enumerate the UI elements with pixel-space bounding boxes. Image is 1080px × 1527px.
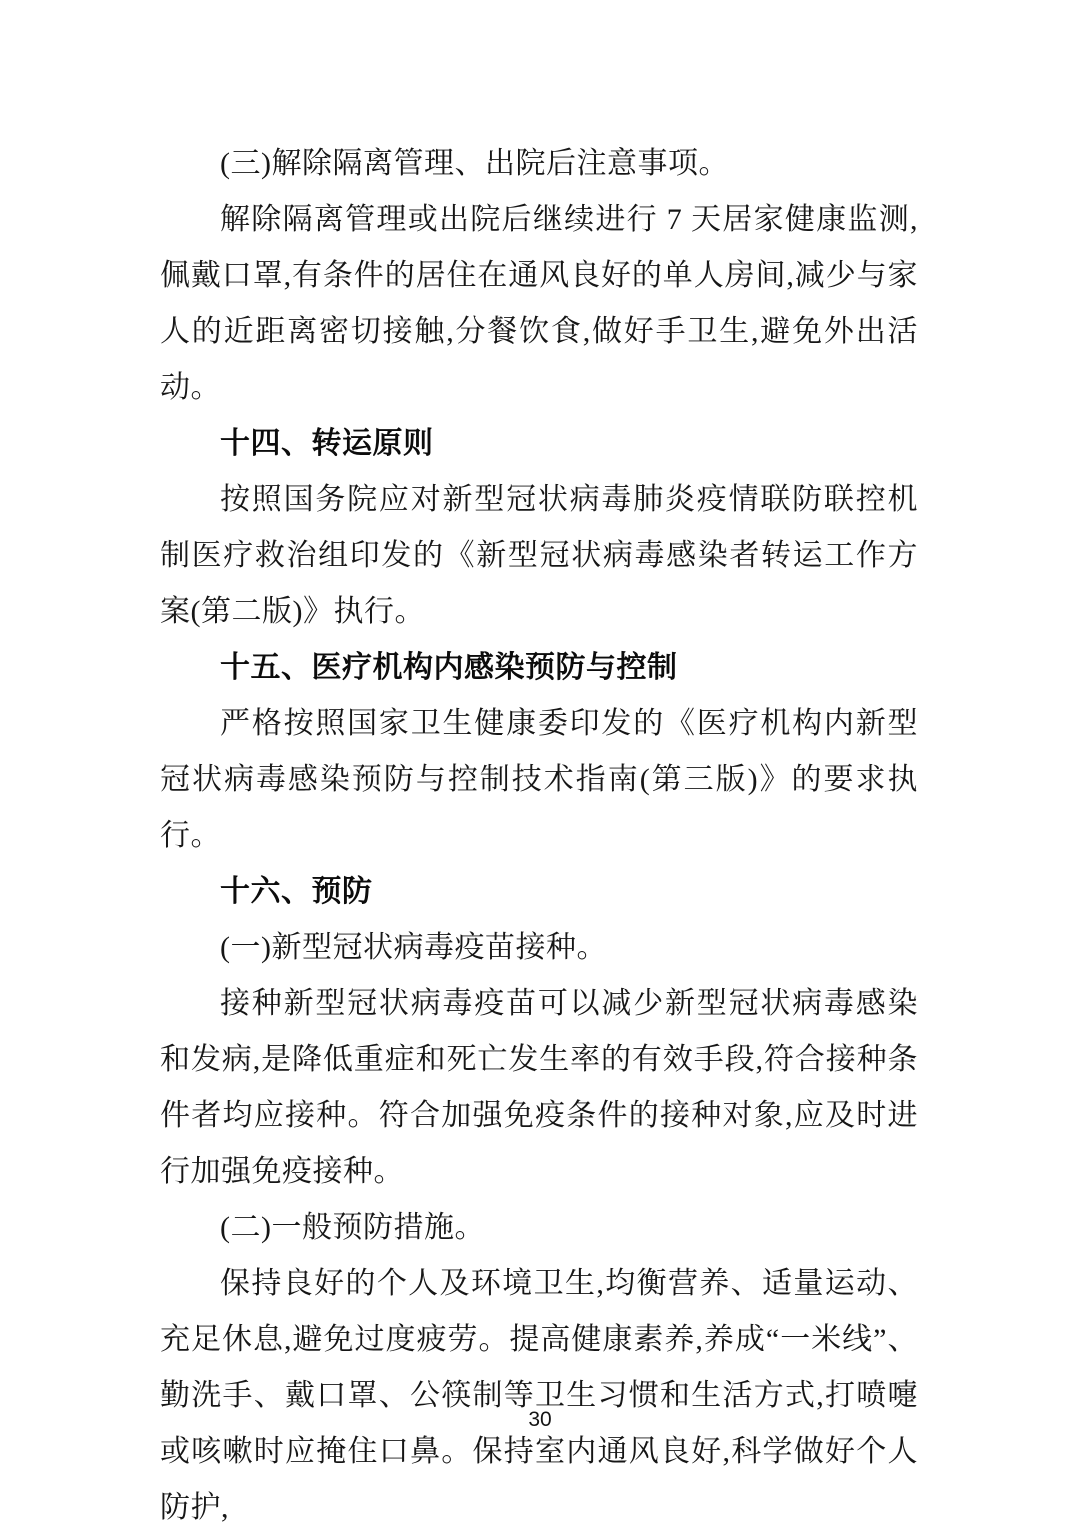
- page-content: [160, 136, 918, 1527]
- section-subheading: (二)一般预防措施。: [220, 1211, 485, 1244]
- body-paragraph: 解除隔离管理或出院后继续进行 7 天居家健康监测,佩戴口罩,有条件的居住在通风良好的单人房间,减少与家人的近距离密切接触,分餐饮食,做好手卫生,避免外出活动。: [160, 203, 918, 404]
- section-subheading: (一)新型冠状病毒疫苗接种。: [220, 931, 607, 964]
- section-heading: 十六、预防: [220, 875, 373, 908]
- body-paragraph: 按照国务院应对新型冠状病毒肺炎疫情联防联控机制医疗救治组印发的《新型冠状病毒感染者转运工作方案(第二版)》执行。: [160, 483, 918, 628]
- section-heading: 十五、医疗机构内感染预防与控制: [220, 651, 678, 684]
- body-paragraph: 接种新型冠状病毒疫苗可以减少新型冠状病毒感染和发病,是降低重症和死亡发生率的有效手段,符合接种条件者均应接种。符合加强免疫条件的接种对象,应及时进行加强免疫接种。: [160, 987, 918, 1188]
- body-paragraph: 严格按照国家卫生健康委印发的《医疗机构内新型冠状病毒感染预防与控制技术指南(第三版)》的要求执行。: [160, 707, 918, 852]
- page-number: 30: [528, 1408, 552, 1431]
- body-paragraph: 保持良好的个人及环境卫生,均衡营养、适量运动、充足休息,避免过度疲劳。提高健康素养,养成“一米线”、勤洗手、戴口罩、公筷制等卫生习惯和生活方式,打喷嚏或咳嗽时应掩住口鼻。保持室内通风良好,科学做好个人防护,: [160, 1267, 918, 1524]
- section-subheading: (三)解除隔离管理、出院后注意事项。: [220, 147, 729, 180]
- section-heading: 十四、转运原则: [220, 427, 434, 460]
